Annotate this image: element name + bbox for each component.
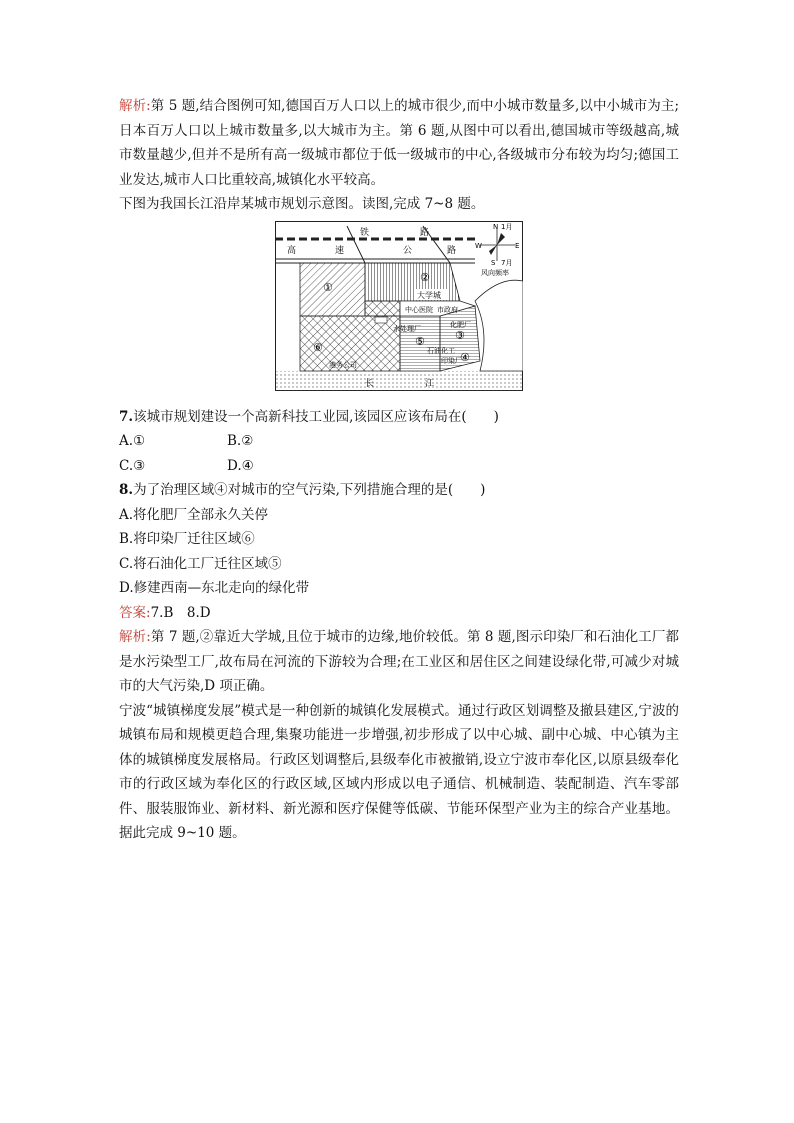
svg-text:风向频率: 风向频率 bbox=[481, 268, 509, 277]
question-7: 7.该城市规划建设一个高新科技工业园,该园区应该布局在( ) bbox=[119, 408, 499, 425]
svg-text:S: S bbox=[491, 258, 496, 267]
document-page bbox=[119, 94, 679, 846]
svg-text:W: W bbox=[475, 241, 482, 250]
gov-label: 市政府 bbox=[437, 305, 458, 314]
option-8a[interactable]: A.将化肥厂全部永久关停 bbox=[119, 506, 269, 523]
highway-label-2: 速 bbox=[335, 245, 345, 256]
option-8c[interactable]: C.将石油化工厂迁往区域⑤ bbox=[119, 555, 282, 572]
water-plant-label: 水处理厂 bbox=[393, 324, 421, 333]
city-plan-figure bbox=[119, 221, 679, 401]
option-8b[interactable]: B.将印染厂迁往区域⑥ bbox=[119, 531, 255, 547]
option-7d[interactable]: D.④ bbox=[227, 457, 254, 474]
hospital-label: 中心医院 bbox=[405, 305, 433, 314]
question-8: 8.为了治理区域④对城市的空气污染,下列措施合理的是( ) bbox=[119, 482, 486, 498]
zone-3-label: ③ bbox=[455, 328, 465, 342]
river-label-2: 江 bbox=[425, 378, 435, 389]
city-plan-map bbox=[275, 221, 523, 391]
railway-label-1: 铁 bbox=[360, 227, 370, 238]
option-7a[interactable]: A.① bbox=[119, 433, 146, 449]
option-7b[interactable]: B.② bbox=[227, 433, 254, 449]
analysis-paragraph-2 bbox=[119, 625, 679, 699]
zone-5-label: ⑤ bbox=[415, 334, 425, 348]
analysis-text-2: 第 7 题,②靠近大学城,且位于城市的边缘,地价较低。第 8 题,图示印染厂和石油化工厂都是水污染型工厂,故布局在河流的下游较为合理;在工业区和居住区之间建设绿化带,可减少对城市的大气污染,D 项正确。 bbox=[119, 629, 679, 694]
petro-label: 石油化工 bbox=[427, 346, 455, 355]
river-label-1: 长 bbox=[365, 378, 375, 389]
analysis-text: 第 5 题,结合图例可知,德国百万人口以上的城市很少,而中小城市数量多,以中小城市为主;日本百万人口以上城市数量多,以大城市为主。第 6 题,从图中可以看出,德国城市等级越高,城市数量越少,但并不是所有高一级城市都位于低一级城市的中心,各级城市分布较为均匀;德国工业发达,城市人口比重较高,城镇化水平较高。 bbox=[119, 98, 679, 188]
road-label-2: 路 bbox=[447, 245, 457, 256]
dye-label: 印染厂 bbox=[441, 356, 462, 365]
question-7-options-row-2 bbox=[119, 454, 679, 479]
zone-6-label: ⑥ bbox=[313, 340, 323, 354]
answer-label: 答案: bbox=[119, 604, 151, 621]
zone-2-label: ② bbox=[420, 270, 430, 284]
map-intro: 下图为我国长江沿岸某城市规划示意图。读图,完成 7~8 题。 bbox=[119, 196, 485, 212]
answer-text: 7.B 8.D bbox=[150, 604, 211, 621]
port-label: 港务公司 bbox=[329, 360, 357, 369]
analysis-label: 解析: bbox=[119, 98, 151, 114]
zone-4-label: ④ bbox=[460, 350, 470, 364]
fertilizer-label: 化肥厂 bbox=[450, 320, 471, 329]
option-8d[interactable]: D.修建西南—东北走向的绿化带 bbox=[119, 580, 310, 596]
svg-text:N: N bbox=[493, 222, 499, 231]
analysis-label-2: 解析: bbox=[119, 629, 151, 645]
road-label-1: 公 bbox=[403, 245, 413, 256]
university-label: 大学城 bbox=[417, 290, 441, 300]
railway-label-2: 路 bbox=[420, 227, 430, 238]
river-area bbox=[275, 371, 523, 391]
zone-1-label: ① bbox=[323, 280, 333, 294]
svg-text:7月: 7月 bbox=[501, 258, 513, 267]
option-7c[interactable]: C.③ bbox=[119, 457, 146, 474]
analysis-paragraph-1 bbox=[119, 94, 679, 192]
svg-text:1月: 1月 bbox=[501, 222, 513, 231]
svg-text:E: E bbox=[515, 241, 520, 250]
ningbo-passage: 宁波“城镇梯度发展”模式是一种创新的城镇化发展模式。通过行政区划调整及撤县建区,宁波的城镇布局和规模更趋合理,集聚功能进一步增强,初步形成了以中心城、副中心城、中心镇为主体的城镇梯度发展格局。行政区划调整后,县级奉化市被撤销,设立宁波市奉化区,以原县级奉化市的行政区域为奉化区的行政区域,区域内形成以电子通信、机械制造、装配制造、汽车零部件、服装服饰业、新材料、新光源和医疗保健等低碳、节能环保型产业为主的综合产业基地。据此完成 9~10 题。 bbox=[119, 702, 679, 841]
question-7-options-row-1 bbox=[119, 429, 679, 454]
answer-line bbox=[119, 601, 679, 626]
highway-label-1: 高 bbox=[287, 245, 297, 256]
